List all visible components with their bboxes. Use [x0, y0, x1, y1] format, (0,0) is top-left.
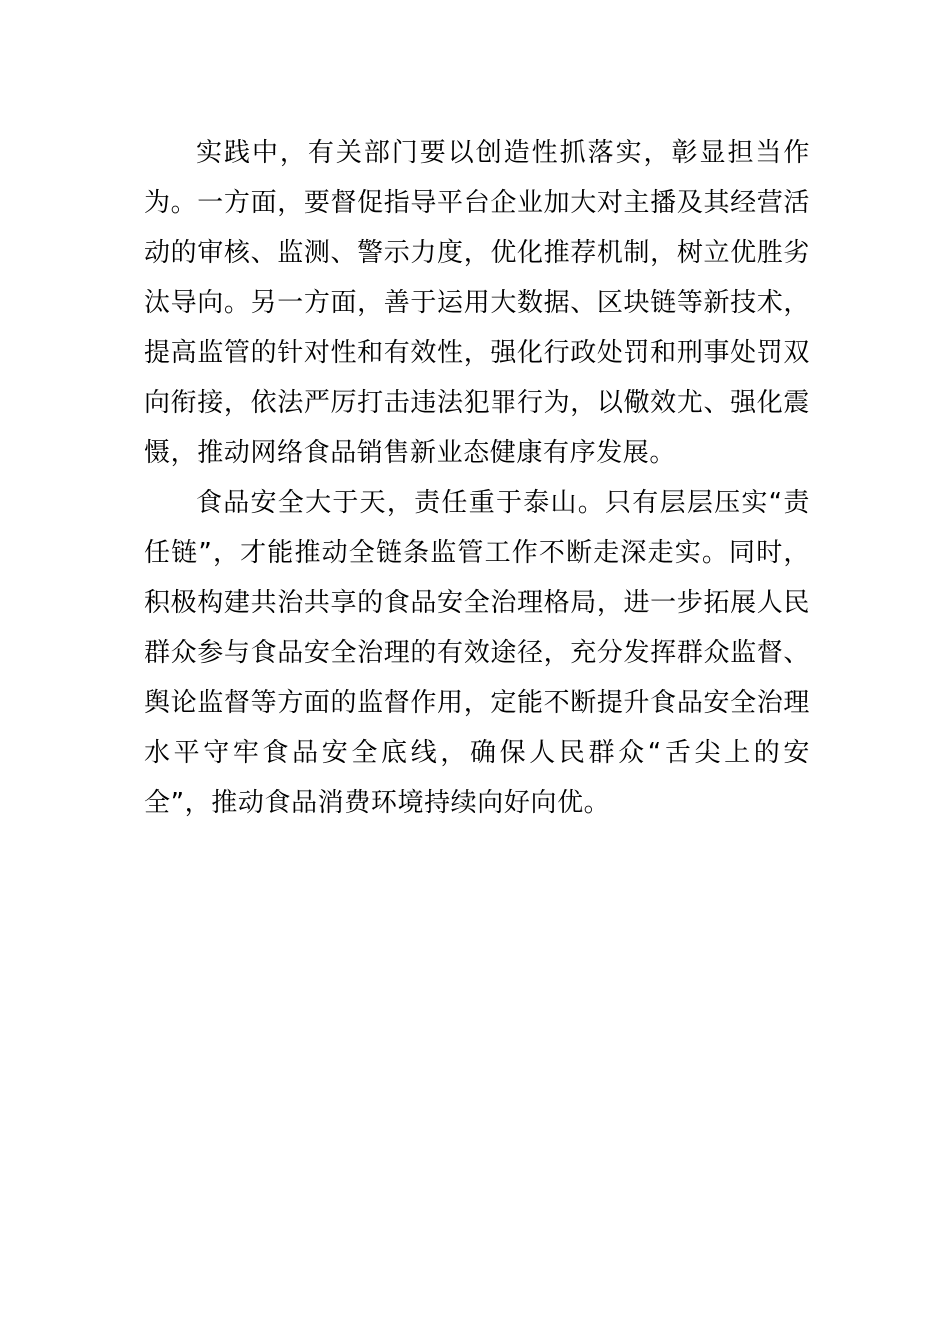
paragraph-1: 实践中，有关部门要以创造性抓落实，彰显担当作为。一方面，要督促指导平台企业加大对主播及其经营活动的审核、监测、警示力度，优化推荐机制，树立优胜劣汰导向。另一方面，善于运用大数据、区块链等新技术，提高监管的针对性和有效性，强化行政处罚和刑事处罚双向衔接，依法严厉打击违法犯罪行为，以儆效尤、强化震慑，推动网络食品销售新业态健康有序发展。 — [144, 138, 810, 468]
paragraph-2: 食品安全大于天，责任重于泰山。只有层层压实“责任链”，才能推动全链条监管工作不断走深走实。同时，积极构建共治共享的食品安全治理格局，进一步拓展人民群众参与食品安全治理的有效途径，充分发挥群众监督、舆论监督等方面的监督作用，定能不断提升食品安全治理水平守牢食品安全底线，确保人民群众“舌尖上的安全”，推动食品消费环境持续向好向优。 — [144, 488, 810, 818]
document-body — [144, 128, 810, 828]
